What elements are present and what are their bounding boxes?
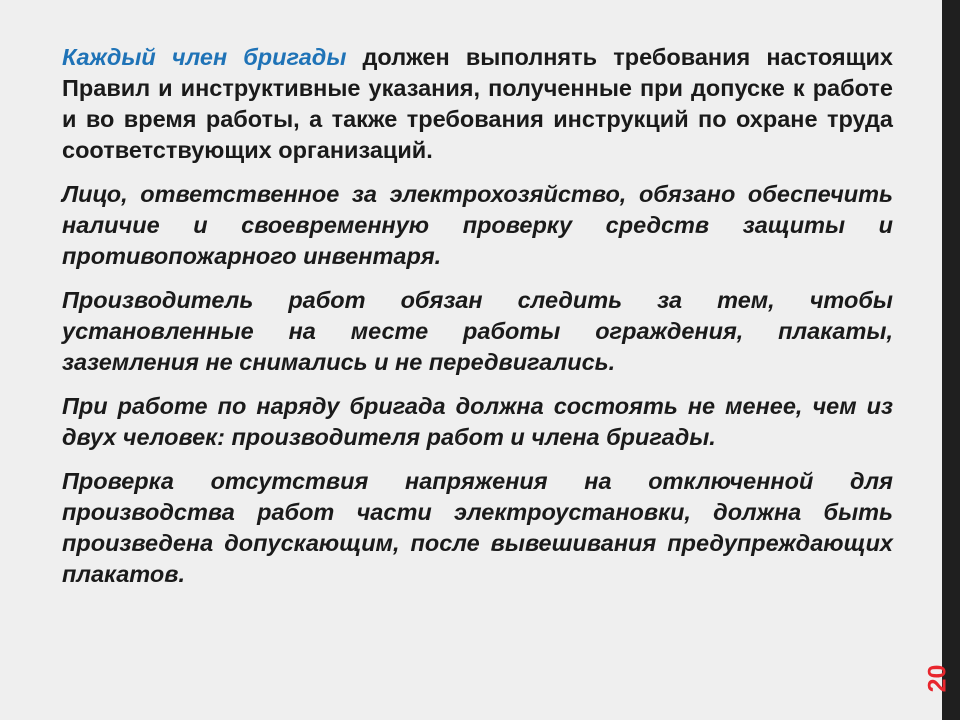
slide-number-text: 20 xyxy=(923,664,952,692)
paragraph-lead-highlight: Каждый член бригады xyxy=(62,44,347,70)
paragraph-responsible-person: Лицо, ответственное за электрохозяйство, обязано обеспечить наличие и своевременную проверку средств защиты и противопожарного инвентаря. xyxy=(62,181,893,269)
paragraph-work-supervisor: Производитель работ обязан следить за тем, чтобы установленные на месте работы ограждения, плакаты, заземления не снимались и не передвигались. xyxy=(62,287,893,375)
paragraph-voltage-check: Проверка отсутствия напряжения на отключенной для производства работ части электроустановки, должна быть произведена допускающим, после вывешивания предупреждающих плакатов. xyxy=(62,468,893,587)
paragraph-text: должен выполнять требования настоящих Правил и инструктивные указания, полученные при допуске к работе и во время работы, а также требования инструкций по охране труда соответствующих организаций. xyxy=(62,44,893,163)
right-edge-bar xyxy=(942,0,960,720)
paragraph-brigade-member xyxy=(62,42,893,166)
paragraph-work-order-brigade: При работе по наряду бригада должна состоять не менее, чем из двух человек: производителя работ и члена бригады. xyxy=(62,393,893,450)
slide-body xyxy=(62,42,893,603)
slide-number xyxy=(918,652,958,704)
